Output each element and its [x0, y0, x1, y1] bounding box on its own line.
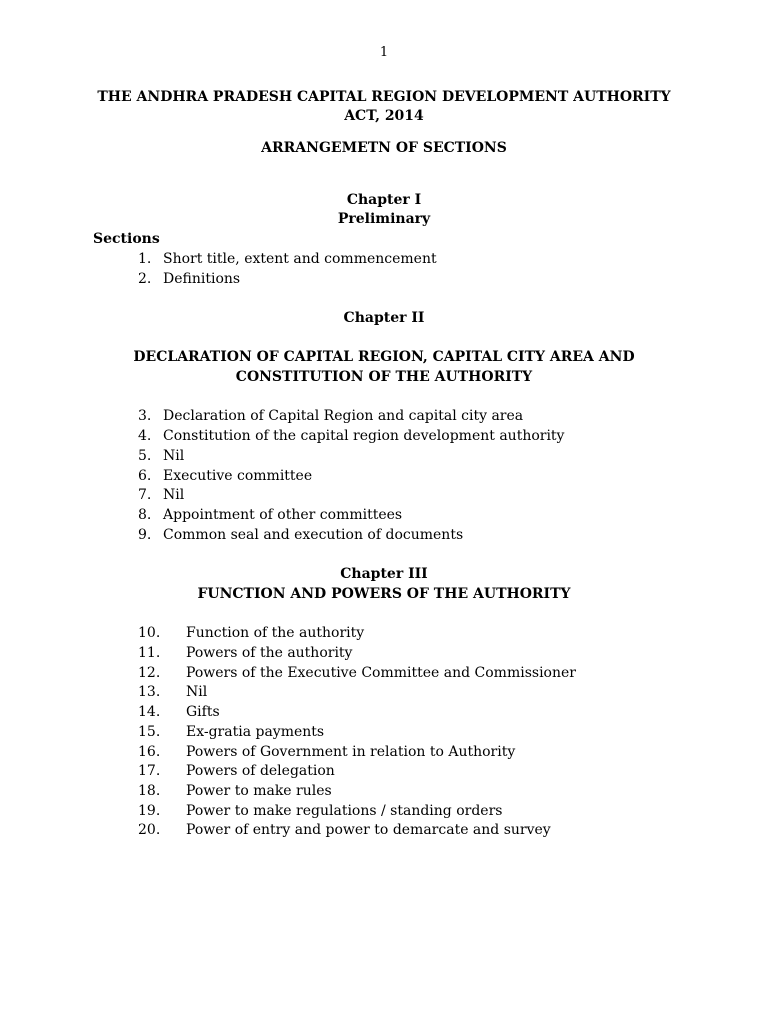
page-number: 1 [379, 45, 389, 60]
section-number: 13. [138, 684, 161, 700]
section-number: 18. [138, 783, 161, 799]
arrangement-heading: ARRANGEMETN OF SECTIONS [261, 140, 507, 156]
section-number: 15. [138, 724, 161, 740]
act-title-line1: THE ANDHRA PRADESH CAPITAL REGION DEVELOPMENT AUTHORITY [97, 89, 671, 105]
chapter1-heading: Preliminary [337, 211, 431, 227]
section-number: 8. [138, 507, 152, 523]
section-title: Power to make regulations / standing orders [186, 803, 503, 819]
section-number: 4. [138, 428, 152, 444]
section-number: 11. [138, 645, 161, 661]
section-title: Definitions [163, 271, 241, 287]
section-number: 1. [138, 251, 152, 267]
section-number: 10. [138, 625, 161, 641]
chapter2-heading-line1: DECLARATION OF CAPITAL REGION, CAPITAL CITY AREA AND [133, 349, 635, 365]
section-number: 19. [138, 803, 161, 819]
section-title: Powers of the authority [186, 645, 353, 661]
section-number: 16. [138, 744, 161, 760]
section-title: Gifts [186, 704, 220, 720]
section-number: 5. [138, 448, 152, 464]
section-title: Power to make rules [186, 783, 332, 799]
section-title: Function of the authority [186, 625, 365, 641]
sections-label: Sections [93, 231, 160, 247]
section-number: 2. [138, 271, 152, 287]
chapter3-label: Chapter III [340, 566, 428, 582]
section-number: 9. [138, 527, 152, 543]
chapter1-label: Chapter I [346, 192, 422, 208]
section-title: Constitution of the capital region development authority [163, 428, 565, 444]
section-title: Executive committee [163, 468, 313, 484]
section-title: Nil [163, 448, 185, 464]
section-title: Powers of Government in relation to Authority [186, 744, 516, 760]
section-number: 6. [138, 468, 152, 484]
chapter3-heading: FUNCTION AND POWERS OF THE AUTHORITY [197, 586, 571, 602]
chapter2-label: Chapter II [343, 310, 425, 326]
section-title: Short title, extent and commencement [163, 251, 437, 267]
section-title: Powers of the Executive Committee and Commissioner [186, 665, 576, 681]
section-title: Appointment of other committees [163, 507, 403, 523]
section-number: 7. [138, 487, 152, 503]
section-title: Common seal and execution of documents [163, 527, 464, 543]
section-title: Nil [163, 487, 185, 503]
section-title: Declaration of Capital Region and capital city area [163, 408, 524, 424]
section-title: Ex-gratia payments [186, 724, 325, 740]
chapter2-heading-line2: CONSTITUTION OF THE AUTHORITY [235, 369, 533, 385]
section-number: 20. [138, 822, 161, 838]
section-number: 3. [138, 408, 152, 424]
section-title: Nil [186, 684, 208, 700]
section-title: Powers of delegation [186, 763, 335, 779]
section-number: 17. [138, 763, 161, 779]
act-title-line2: ACT, 2014 [344, 108, 424, 124]
section-number: 12. [138, 665, 161, 681]
section-title: Power of entry and power to demarcate and survey [186, 822, 551, 838]
section-number: 14. [138, 704, 161, 720]
